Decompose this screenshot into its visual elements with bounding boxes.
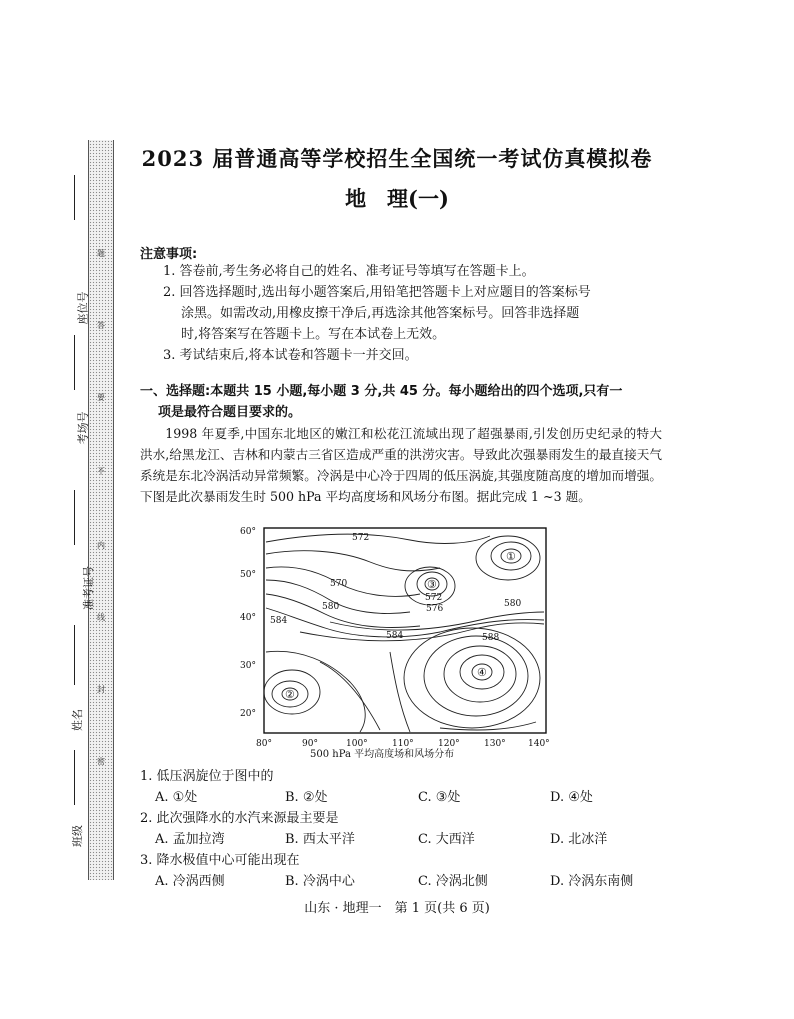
option: D. ④处 bbox=[550, 790, 593, 805]
contour-label: 572 bbox=[352, 533, 370, 543]
name-label: 姓名 bbox=[71, 709, 84, 731]
map-caption: 500 hPa 平均高度场和风场分布 bbox=[310, 749, 455, 760]
ticket-number-label: 准考证号 bbox=[82, 566, 95, 610]
contour-label: 572 bbox=[425, 593, 443, 603]
question-1: 1. 低压涡旋位于图中的 bbox=[140, 769, 274, 784]
marker-4: ④ bbox=[477, 666, 487, 679]
ticket-line bbox=[74, 490, 75, 545]
strip-char: 不 bbox=[97, 467, 105, 476]
strip-char: 密 bbox=[97, 757, 105, 766]
option: D. 北冰洋 bbox=[550, 832, 608, 847]
lon-label: 120° bbox=[438, 739, 460, 747]
option: D. 冷涡东南侧 bbox=[550, 874, 634, 889]
option: B. ②处 bbox=[285, 790, 328, 805]
option: A. ①处 bbox=[155, 790, 198, 805]
lon-label: 100° bbox=[346, 739, 368, 747]
contour-label: 584 bbox=[270, 616, 288, 626]
contour-label: 584 bbox=[386, 631, 404, 641]
contour-label: 580 bbox=[322, 602, 340, 612]
lon-label: 140° bbox=[528, 739, 550, 747]
question-2: 2. 此次强降水的水汽来源最主要是 bbox=[140, 811, 339, 826]
exam-room-line bbox=[74, 335, 75, 390]
option: C. 冷涡北侧 bbox=[418, 874, 488, 889]
note-item: 2. 回答选择题时,选出每小题答案后,用铅笔把答题卡上对应题目的答案标号 bbox=[163, 285, 591, 300]
note-item: 涂黑。如需改动,用橡皮擦干净后,再选涂其他答案标号。回答非选择题 bbox=[181, 306, 580, 321]
strip-char: 内 bbox=[97, 541, 105, 550]
marker-2: ② bbox=[285, 688, 295, 701]
strip-char: 线 bbox=[97, 613, 105, 622]
option: C. 大西洋 bbox=[418, 832, 475, 847]
wind-height-map bbox=[240, 522, 560, 762]
option: A. 冷涡西侧 bbox=[155, 874, 225, 889]
contour-label: 588 bbox=[482, 633, 500, 643]
section-line: 项是最符合题目要求的。 bbox=[158, 405, 302, 420]
class-label: 班级 bbox=[71, 825, 84, 847]
class-line bbox=[74, 750, 75, 805]
page-footer: 山东 · 地理一 第 1 页(共 6 页) bbox=[304, 901, 490, 916]
section-heading bbox=[140, 381, 660, 423]
notes-heading: 注意事项: bbox=[140, 247, 198, 262]
note-item: 时,将答案写在答题卡上。写在本试卷上无效。 bbox=[181, 327, 446, 342]
option: B. 西太平洋 bbox=[285, 832, 355, 847]
name-line bbox=[74, 625, 75, 685]
option: A. 孟加拉湾 bbox=[155, 832, 225, 847]
note-item: 3. 考试结束后,将本试卷和答题卡一并交回。 bbox=[163, 348, 418, 363]
marker-1: ① bbox=[506, 550, 516, 563]
contour-label: 576 bbox=[426, 604, 444, 614]
exam-title: 2023 届普通高等学校招生全国统一考试仿真模拟卷 bbox=[141, 146, 653, 171]
strip-char: 封 bbox=[97, 685, 105, 694]
marker-3: ③ bbox=[427, 578, 437, 591]
lat-label: 20° bbox=[240, 709, 256, 719]
strip-char: 要 bbox=[97, 393, 105, 402]
lat-label: 30° bbox=[240, 661, 256, 671]
lon-label: 130° bbox=[484, 739, 506, 747]
lat-label: 60° bbox=[240, 527, 256, 537]
contour-label: 570 bbox=[330, 579, 348, 589]
subject-title: 地 理(一) bbox=[345, 186, 449, 211]
lon-label: 110° bbox=[392, 739, 414, 747]
strip-char: 答 bbox=[97, 321, 105, 330]
contour-label: 580 bbox=[504, 599, 522, 609]
note-item: 1. 答卷前,考生务必将自己的姓名、准考证号等填写在答题卡上。 bbox=[163, 264, 535, 279]
option: B. 冷涡中心 bbox=[285, 874, 355, 889]
binding-strip bbox=[88, 140, 114, 880]
section-line: 一、选择题:本题共 15 小题,每小题 3 分,共 45 分。每小题给出的四个选项,只有一 bbox=[140, 384, 623, 399]
exam-room-label: 考场号 bbox=[76, 411, 90, 445]
lat-label: 50° bbox=[240, 570, 256, 580]
lon-label: 90° bbox=[302, 739, 318, 747]
intro-paragraph: 1998 年夏季,中国东北地区的嫩江和松花江流域出现了超强暴雨,引发创历史纪录的特大洪水,给黑龙江、吉林和内蒙古三省区造成严重的洪涝灾害。导致此次强暴雨发生的最直接天气系统是东北冷涡活动异常频繁。冷涡是中心冷于四周的低压涡旋,其强度随高度的增加而增强。下图是此次暴雨发生时 500 hPa 平均高度场和风场分布图。据此完成 1 ~3 题。 bbox=[140, 426, 662, 504]
lon-label: 80° bbox=[256, 739, 272, 747]
strip-char: 题 bbox=[97, 249, 105, 258]
seat-number-label: 座位号 bbox=[76, 291, 90, 325]
map-svg bbox=[240, 522, 560, 747]
option: C. ③处 bbox=[418, 790, 461, 805]
lat-label: 40° bbox=[240, 613, 256, 623]
question-3: 3. 降水极值中心可能出现在 bbox=[140, 853, 300, 868]
